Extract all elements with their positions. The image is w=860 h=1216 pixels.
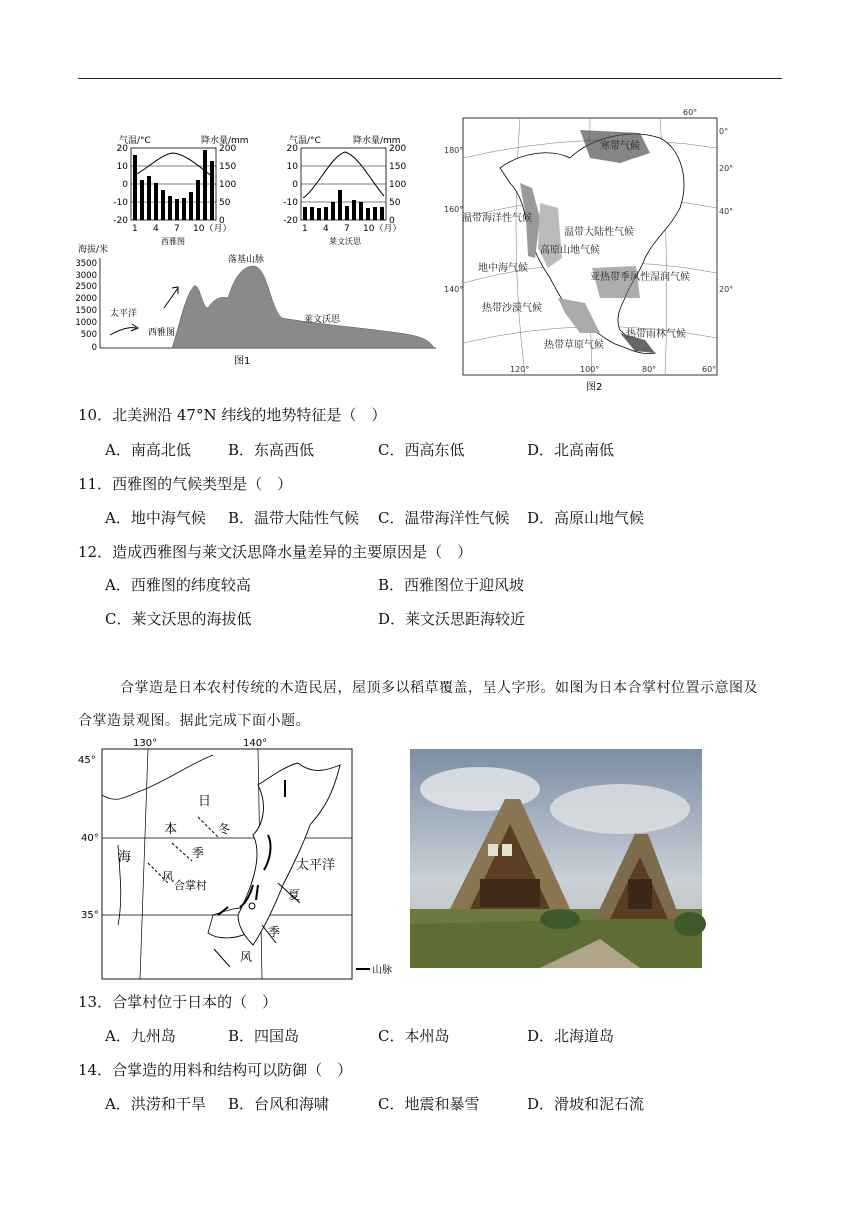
gassho-house-photo — [410, 749, 702, 968]
climate-chart-seattle — [113, 134, 248, 246]
tick: 1000 — [75, 318, 97, 328]
figure-2-map — [440, 108, 734, 396]
tick: 7 — [344, 224, 350, 234]
lewiston-ylabel-right: 降水量/mm — [353, 136, 401, 146]
label-pacific: 太平洋 — [296, 858, 336, 873]
label-city2: 莱文沃思 — [304, 315, 341, 325]
tick: 0 — [91, 343, 97, 353]
label-xia: 夏 — [288, 888, 301, 902]
lon-label: 80° — [642, 365, 657, 374]
lon-label: 120° — [510, 365, 530, 374]
tick: 1 — [132, 224, 138, 234]
tick: 100 — [219, 180, 237, 190]
zone-label: 温带海洋性气候 — [462, 213, 532, 224]
q10-option-d[interactable]: D．北高南低 — [527, 441, 615, 459]
q14-option-c[interactable]: C．地震和暴雪 — [378, 1095, 480, 1113]
tick: 3000 — [75, 271, 97, 281]
tick: 100 — [389, 180, 407, 190]
tick: 50 — [389, 198, 401, 208]
lat-label: 20° — [719, 164, 734, 173]
tick: 200 — [219, 144, 237, 154]
zone-label: 热带沙漠气候 — [482, 303, 542, 314]
legend-mountain: 山脉 — [372, 965, 392, 976]
label-feng2: 风 — [240, 950, 253, 964]
question-13: 13．合掌村位于日本的（ ） — [78, 993, 278, 1011]
q14-option-a[interactable]: A．洪涝和干旱 — [105, 1095, 206, 1113]
q13-option-d[interactable]: D．北海道岛 — [527, 1027, 615, 1045]
zone-label: 热带雨林气候 — [626, 329, 686, 340]
question-12: 12．造成西雅图与莱文沃思降水量差异的主要原因是（ ） — [78, 543, 473, 561]
figure1-caption: 图1 — [234, 356, 251, 367]
lat-label: 180° — [444, 146, 464, 155]
lon-label: 60° — [683, 108, 698, 117]
figure-1 — [76, 128, 436, 373]
label-ben: 本 — [164, 822, 178, 837]
q10-option-a[interactable]: A．南高北低 — [105, 441, 191, 459]
figure2-caption: 图2 — [586, 382, 603, 393]
tick: 7 — [174, 224, 180, 234]
zone-label: 热带草原气候 — [544, 340, 604, 351]
profile-ylabel: 海拔/米 — [78, 245, 109, 255]
terrain-profile — [75, 243, 436, 367]
q12-option-c[interactable]: C．莱文沃思的海拔低 — [105, 610, 252, 628]
q13-option-a[interactable]: A．九州岛 — [105, 1027, 176, 1045]
label-ocean: 太平洋 — [110, 309, 138, 319]
label-ji2: 季 — [268, 925, 281, 939]
tick: -20 — [283, 216, 298, 226]
zone-label: 高原山地气候 — [540, 245, 600, 256]
label-mountain: 落基山脉 — [228, 255, 265, 265]
tick: 0 — [389, 216, 395, 226]
seattle-caption: 西雅图 — [161, 237, 185, 246]
lewiston-caption: 莱文沃思 — [329, 237, 361, 246]
label-village: 合掌村 — [174, 879, 207, 892]
tick: 0 — [219, 216, 225, 226]
tick: 1500 — [75, 306, 97, 316]
q11-option-a[interactable]: A．地中海气候 — [105, 509, 206, 527]
q12-option-d[interactable]: D．莱文沃思距海较近 — [378, 610, 526, 628]
question-11: 11．西雅图的气候类型是（ ） — [78, 475, 293, 493]
lat-label: 45° — [78, 755, 96, 766]
tick: 10（月） — [363, 224, 402, 234]
q11-option-c[interactable]: C．温带海洋性气候 — [378, 509, 510, 527]
passage-line-2: 合掌造景观图。据此完成下面小题。 — [78, 713, 310, 729]
label-city1: 西雅图 — [148, 328, 176, 338]
lon-label: 100° — [580, 365, 600, 374]
lon-label: 140° — [243, 738, 268, 749]
q12-option-b[interactable]: B．西雅图位于迎风坡 — [378, 576, 525, 594]
header-rule — [78, 78, 782, 79]
zone-label: 地中海气候 — [478, 263, 528, 274]
q10-option-c[interactable]: C．西高东低 — [378, 441, 465, 459]
tick: -10 — [113, 198, 128, 208]
q13-option-b[interactable]: B．四国岛 — [228, 1027, 300, 1045]
tick: 0 — [122, 180, 128, 190]
q12-option-a[interactable]: A．西雅图的纬度较高 — [105, 576, 251, 594]
lat-label: 0° — [719, 127, 729, 136]
tick: 200 — [389, 144, 407, 154]
tick: 2500 — [75, 282, 97, 292]
zone-label: 亚热带季风性湿润气候 — [590, 272, 690, 283]
label-hai: 海 — [118, 850, 132, 865]
tick: 3500 — [75, 259, 97, 269]
tick: 1 — [302, 224, 308, 234]
tick: -20 — [113, 216, 128, 226]
lat-label: 20° — [719, 285, 734, 294]
label-dong: 冬 — [218, 822, 231, 836]
lon-label: 130° — [133, 738, 158, 749]
tick: 0 — [292, 180, 298, 190]
lat-label: 160° — [444, 205, 464, 214]
tick: 10（月） — [193, 224, 232, 234]
q13-option-c[interactable]: C．本州岛 — [378, 1027, 450, 1045]
label-ji1: 季 — [192, 846, 205, 860]
q14-option-b[interactable]: B．台风和海啸 — [228, 1095, 330, 1113]
tick: 500 — [80, 330, 97, 340]
passage-line-1: 合掌造是日本农村传统的木造民居，屋顶多以稻草覆盖，呈人字形。如图为日本合掌村位置示意图及 — [120, 680, 758, 696]
lon-label: 60° — [702, 365, 717, 374]
label-ri: 日 — [198, 794, 212, 809]
seattle-ylabel-left: 气温/°C — [119, 136, 151, 146]
label-feng1: 风 — [162, 870, 175, 884]
climate-chart-lewiston — [283, 134, 406, 246]
lat-label: 140° — [444, 285, 464, 294]
tick: 4 — [153, 224, 159, 234]
tick: 2000 — [75, 294, 97, 304]
tick: -10 — [283, 198, 298, 208]
lat-label: 40° — [81, 833, 99, 844]
question-10: 10．北美洲沿 47°N 纬线的地势特征是（ ） — [78, 406, 387, 424]
lat-label: 35° — [81, 910, 99, 921]
zone-label: 温带大陆性气候 — [564, 227, 634, 238]
zone-label: 寒带气候 — [600, 141, 640, 152]
tick: 20 — [286, 144, 298, 154]
seattle-ylabel-right: 降水量/mm — [201, 136, 249, 146]
tick: 4 — [323, 224, 329, 234]
japan-map — [78, 735, 403, 981]
tick: 10 — [116, 162, 128, 172]
q14-option-d[interactable]: D．滑坡和泥石流 — [527, 1095, 645, 1113]
tick: 150 — [389, 162, 407, 172]
tick: 20 — [116, 144, 128, 154]
tick: 150 — [219, 162, 237, 172]
tick: 50 — [219, 198, 231, 208]
lat-label: 40° — [719, 207, 734, 216]
q11-option-d[interactable]: D．高原山地气候 — [527, 509, 645, 527]
q10-option-b[interactable]: B．东高西低 — [228, 441, 315, 459]
lewiston-ylabel-left: 气温/°C — [289, 136, 321, 146]
tick: 10 — [286, 162, 298, 172]
q11-option-b[interactable]: B．温带大陆性气候 — [228, 509, 360, 527]
question-14: 14．合掌造的用料和结构可以防御（ ） — [78, 1061, 353, 1079]
